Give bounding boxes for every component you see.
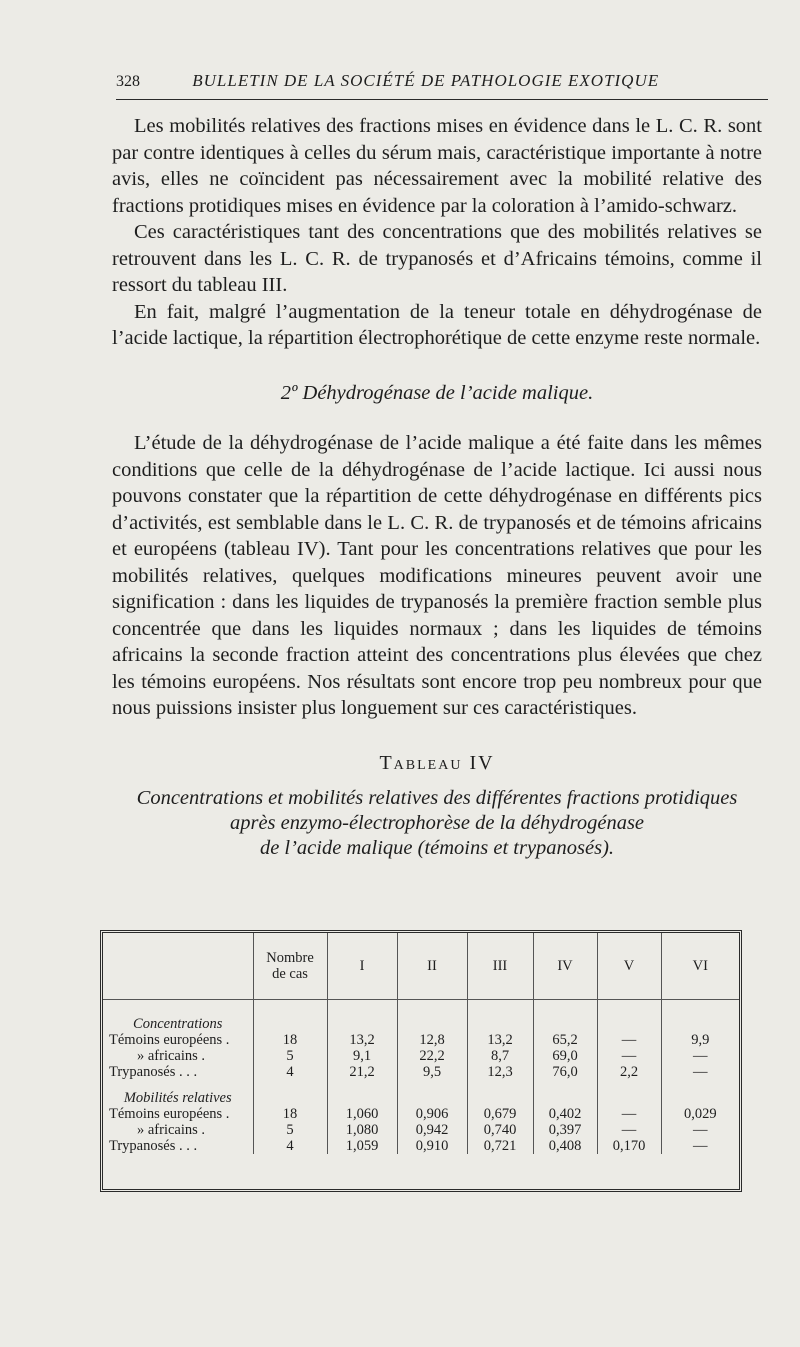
caption-line-1: Concentrations et mobilités relatives des différentes fractions protidiques bbox=[136, 787, 738, 809]
cell: 0,721 bbox=[483, 1138, 517, 1154]
cell: 0,402 bbox=[548, 1106, 582, 1122]
cell: 4 bbox=[286, 1138, 294, 1154]
cell: 2,2 bbox=[619, 1064, 639, 1080]
cell: 65,2 bbox=[552, 1032, 578, 1048]
header-col-3: III bbox=[467, 933, 533, 1000]
group-title-row bbox=[103, 1080, 739, 1106]
header-col-2: II bbox=[397, 933, 467, 1000]
cell: 13,2 bbox=[349, 1032, 375, 1048]
cell: 0,029 bbox=[683, 1106, 717, 1122]
paragraph-4: L’étude de la déhydrogénase de l’acide malique a été faite dans les mêmes conditions que celle de la déhydrogénase de l’acide lactique. Ici aussi nous pouvons constater que la répartition de cette déhydrogénase en différents pics d’activités, est semblable dans le L. C. R. de trypanosés et de témoins africains et européens (tableau IV). Tant pour les concentrations relatives que pour les mobilités relatives, quelques modifications mineures peuvent avoir une signification : dans les liquides de trypanosés la première fraction semble plus concentrée que dans les liquides normaux ; dans les liquides de témoins africains la seconde fraction atteint des concentrations plus élevées que chez les témoins européens. Nos résultats sont encore trop peu nombreux pour que nous puissions insister plus longuement sur ces caractéristiques. bbox=[112, 432, 762, 719]
group-title-mobilites: Mobilités relatives bbox=[103, 1080, 253, 1106]
row-label: » africains . bbox=[137, 1122, 206, 1138]
body-text bbox=[112, 113, 762, 861]
data-table bbox=[100, 930, 742, 1192]
table-caption bbox=[102, 786, 772, 861]
cell: 0,397 bbox=[548, 1122, 582, 1138]
cell: — bbox=[621, 1048, 637, 1064]
cell: 0,942 bbox=[415, 1122, 449, 1138]
cell: 12,3 bbox=[487, 1064, 513, 1080]
row-label: » africains . bbox=[137, 1048, 206, 1064]
cell: 12,8 bbox=[419, 1032, 445, 1048]
cell: 0,910 bbox=[415, 1138, 449, 1154]
cell: 9,1 bbox=[352, 1048, 372, 1064]
cell: 69,0 bbox=[552, 1048, 578, 1064]
header-col-5: V bbox=[597, 933, 661, 1000]
cell: 22,2 bbox=[419, 1048, 445, 1064]
cell: 1,080 bbox=[345, 1122, 379, 1138]
cell: 18 bbox=[282, 1106, 298, 1122]
cell: — bbox=[621, 1106, 637, 1122]
cell: 4 bbox=[286, 1064, 294, 1080]
table-label: Tableau IV bbox=[379, 751, 495, 774]
cell: — bbox=[693, 1048, 708, 1064]
section-title: 2º Déhydrogénase de l’acide malique. bbox=[280, 381, 594, 404]
cell: 13,2 bbox=[487, 1032, 513, 1048]
page-number: 328 bbox=[116, 73, 140, 90]
cell: — bbox=[621, 1122, 637, 1138]
group-title-concentrations: Concentrations bbox=[103, 1006, 253, 1032]
cell: 0,679 bbox=[483, 1106, 517, 1122]
cell: 0,170 bbox=[612, 1138, 646, 1154]
cell: 21,2 bbox=[349, 1064, 375, 1080]
journal-title: BULLETIN DE LA SOCIÉTÉ DE PATHOLOGIE EXOTIQUE bbox=[192, 71, 660, 90]
cell: 18 bbox=[282, 1032, 298, 1048]
table-header-row bbox=[103, 933, 739, 1000]
cell: — bbox=[693, 1064, 708, 1080]
header-empty bbox=[103, 933, 253, 1000]
header-cases bbox=[253, 933, 327, 1000]
header-cases-line-2: de cas bbox=[272, 966, 308, 982]
cell: — bbox=[693, 1122, 708, 1138]
row-label: Trypanosés . . . bbox=[109, 1064, 198, 1080]
cell: 9,5 bbox=[422, 1064, 442, 1080]
cell: 76,0 bbox=[552, 1064, 578, 1080]
row-label: Témoins européens . bbox=[109, 1106, 230, 1122]
group-title-row bbox=[103, 1006, 739, 1032]
paragraph-3: En fait, malgré l’augmentation de la teneur totale en déhydrogénase de l’acide lactique, la répartition électrophorétique de cette enzyme reste normale. bbox=[112, 300, 762, 349]
row-label: Témoins européens . bbox=[109, 1032, 230, 1048]
table-row bbox=[103, 1032, 739, 1080]
paragraph-2: Ces caractéristiques tant des concentrations que des mobilités relatives se retrouvent dans les L. C. R. de trypanosés et d’Africains témoins, comme il ressort du tableau III. bbox=[112, 221, 762, 296]
cell: 5 bbox=[286, 1122, 294, 1138]
cell: 1,059 bbox=[345, 1138, 379, 1154]
cell: 1,060 bbox=[345, 1106, 379, 1122]
running-header bbox=[116, 70, 768, 100]
header-col-4: IV bbox=[533, 933, 597, 1000]
cell: — bbox=[693, 1138, 708, 1154]
row-label: Trypanosés . . . bbox=[109, 1138, 198, 1154]
caption-line-2: après enzymo-électrophorèse de la déhydrogénase bbox=[229, 812, 645, 834]
header-col-6: VI bbox=[692, 958, 708, 974]
paragraph-1: Les mobilités relatives des fractions mises en évidence dans le L. C. R. sont par contre identiques à celles du sérum mais, caractéristique importante à notre avis, elles ne coïncident pas nécessairement avec la mobilité relative des fractions protidiques mises en évidence par la coloration à l’amido-schwarz. bbox=[112, 115, 762, 217]
cell: 8,7 bbox=[490, 1048, 510, 1064]
header-col-1: I bbox=[327, 933, 397, 1000]
header-cases-line-1: Nombre bbox=[266, 950, 314, 966]
cell: 0,408 bbox=[548, 1138, 582, 1154]
table-row bbox=[103, 1106, 739, 1154]
cell: — bbox=[621, 1032, 637, 1048]
cell: 9,9 bbox=[691, 1032, 710, 1048]
cell: 0,906 bbox=[415, 1106, 449, 1122]
cell: 5 bbox=[286, 1048, 294, 1064]
cell: 0,740 bbox=[483, 1122, 517, 1138]
caption-line-3: de l’acide malique (témoins et trypanosés). bbox=[259, 837, 615, 859]
